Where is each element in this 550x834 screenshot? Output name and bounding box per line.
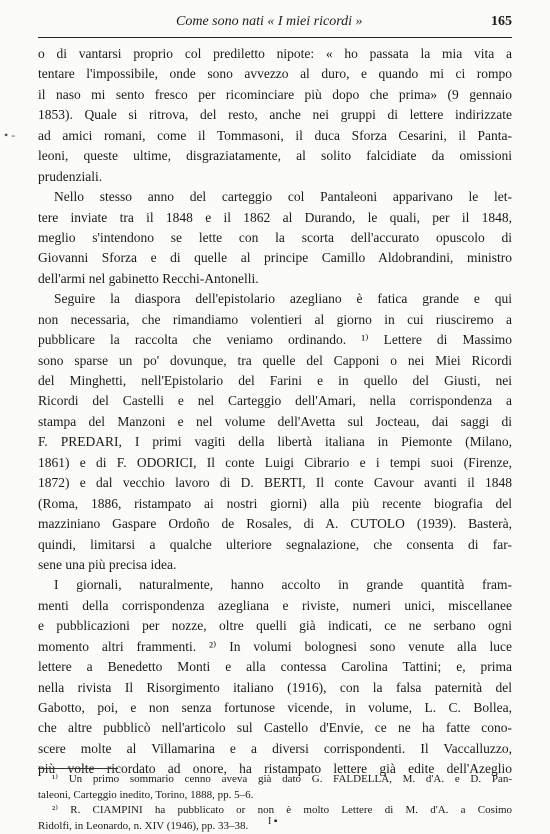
text-line: F. PREDARI, I primi vagiti della libertà italiana in Piemonte (Milano, [38, 432, 512, 452]
text-line: sono sparse un po' dovunque, tra quelle del Capponi o nei Miei Ricordi [38, 351, 512, 371]
text-line: lettere a Benedetto Monti e alla contessa Carolina Tattini; e, prima [38, 657, 512, 677]
text-line: menti della corrispondenza azegliana e riviste, numeri unici, miscellanee [38, 596, 512, 616]
text-line: 1861) e di F. ODORICI, Il conte Luigi Cibrario e i tempi suoi (Firenze, [38, 453, 512, 473]
text-line: dell'armi nel gabinetto Recchi-Antonelli. [38, 269, 512, 289]
footnote-line: ²⁾ R. CIAMPINI ha pubblicato or non è molto Lettere di M. d'A. a Cosimo [38, 803, 512, 819]
text-line: nella rivista Il Risorgimento italiano (1916), con la falsa paternità del [38, 678, 512, 698]
text-line: Nello stesso anno del carteggio col Pantaleoni apparivano le let- [38, 187, 512, 207]
text-line: scere molte al Villamarina e a diversi corrispondenti. Il Vaccalluzzo, [38, 739, 512, 759]
text-line: ad amici romani, come il Tommasoni, il duca Sforza Cesarini, il Panta- [38, 126, 512, 146]
text-line: 1853). Quale si ritrova, del resto, anche nei gruppi di lettere indirizzate [38, 105, 512, 125]
text-line: 1872) e dal vecchio lavoro di D. BERTI, Il conte Cavour avanti il 1848 [38, 473, 512, 493]
text-line: pubblicare la raccolta che veniamo ordinando. ¹⁾ Lettere di Massimo [38, 330, 512, 350]
bottom-mark: I ▪ [268, 816, 277, 827]
margin-mark: • - [4, 128, 15, 143]
text-line: quindi, limitarsi a qualche ulteriore segnalazione, che consenta di far- [38, 535, 512, 555]
text-line: I giornali, naturalmente, hanno accolto in grande quantità fram- [38, 575, 512, 595]
text-line: del Minghetti, nell'Epistolario del Farini e in quello del Giusti, nei [38, 371, 512, 391]
text-line: leoni, queste ultime, disgraziatamente, al solito falcidiate da omissioni [38, 146, 512, 166]
text-line: Ricordi del Castelli e nel Carteggio dell'Amari, nella corrispondenza a [38, 391, 512, 411]
text-line: meglio s'intendono se lette con la scorta dell'accurato opuscolo di [38, 228, 512, 248]
footnote-rule [38, 768, 118, 769]
footnote-line: ¹⁾ Un primo sommario cenno aveva già dato G. FALDELLA, M. d'A. e D. Pan- [38, 772, 512, 788]
page-number: 165 [491, 14, 512, 30]
text-line: Seguire la diaspora dell'epistolario azegliano è fatica grande e qui [38, 289, 512, 309]
text-line: mazziniano Gaspare Ordoño de Rosales, di A. CUTOLO (1939). Basterà, [38, 514, 512, 534]
text-line: Giovanni Sforza e di quelle al principe Camillo Aldobrandini, ministro [38, 248, 512, 268]
body-text [38, 44, 512, 780]
text-line: tere inviate tra il 1848 e il 1862 al Durando, le quali, per il 1848, [38, 208, 512, 228]
text-line: stampa del Manzoni e nel volume dell'Avetta sul Jocteau, dai saggi di [38, 412, 512, 432]
text-line: momento altri frammenti. ²⁾ In volumi bolognesi sono venute alla luce [38, 637, 512, 657]
text-line: sene una più precisa idea. [38, 555, 512, 575]
running-title: Come sono nati « I miei ricordi » [176, 14, 363, 30]
text-line: o di vantarsi proprio col prediletto nipote: « ho passata la mia vita a [38, 44, 512, 64]
text-line: il naso mi sento fresco per ricominciare più dopo che prima» (9 gennaio [38, 85, 512, 105]
footnote-line: Ridolfi, in Leonardo, n. XIV (1946), pp. 33–38. [38, 819, 512, 834]
footnote-line: taleoni, Carteggio inedito, Torino, 1888, pp. 5–6. [38, 788, 512, 804]
running-head [38, 12, 508, 32]
text-line: non necessaria, che rimandiamo volentieri al giorno in cui riusciremo a [38, 310, 512, 330]
text-line: Gabotto, poi, e non senza fortunose vicende, in volume, L. C. Bollea, [38, 698, 512, 718]
text-line: (Roma, 1886, ristampato ai nostri giorni) alla più recente biografia del [38, 494, 512, 514]
text-line: più volte ricordato ad onore, ha ristampato lettere già edite dell'Azeglio [38, 759, 512, 779]
text-line: che altre pubblicò nell'articolo sul Castello d'Envie, ce ne ha fatte cono- [38, 718, 512, 738]
header-rule [38, 37, 512, 38]
text-line: tentare l'impossibile, onde sono avvezzo al duro, e quando mi ci rompo [38, 64, 512, 84]
text-line: e pubblicazioni per nozze, oltre quelli già indicati, ce ne serbano ogni [38, 616, 512, 636]
text-line: prudenziali. [38, 167, 512, 187]
